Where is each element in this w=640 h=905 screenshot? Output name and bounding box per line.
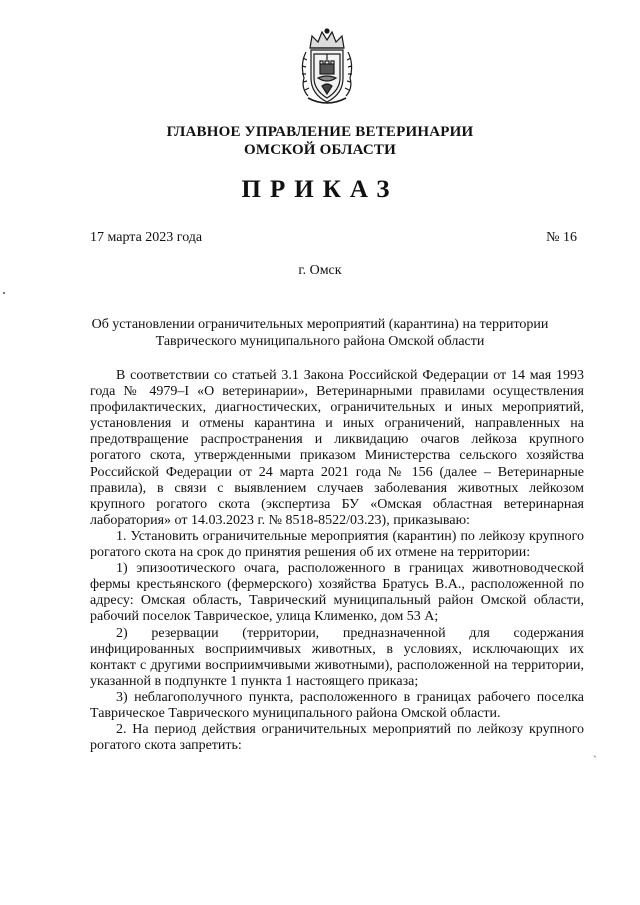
document-title: ПРИКАЗ [241, 176, 399, 203]
document-subject [60, 316, 580, 350]
subject-line1: Об установлении ограничительных мероприятий (карантина) на территории [91, 317, 549, 332]
clause-1-item-3: 3) неблагополучного пункта, расположенного в границах рабочего поселка Таврическое Таврического муниципального района Омской области. [90, 689, 584, 721]
document-city: г. Омск [298, 263, 342, 278]
subject-line2: Таврического муниципального района Омской области [155, 334, 485, 349]
organization-name-line2: ОМСКОЙ ОБЛАСТИ [243, 142, 397, 158]
omsk-oblast-coat-of-arms-icon [298, 28, 356, 106]
organization-name-line1: ГЛАВНОЕ УПРАВЛЕНИЕ ВЕТЕРИНАРИИ [166, 124, 474, 140]
document-body [90, 368, 584, 754]
preamble-paragraph: В соответствии со статьей 3.1 Закона Российской Федерации от 14 мая 1993 года № 4979–I «О ветеринарии», Ветеринарными правилами осуществления профилактических, диагностических, ограничительных и иных мероприятий, установления и отмены карантина и иных ограничений, направленных на предотвращение распространения и ликвидацию очагов лейкоза крупного рогатого скота, утвержденными приказом Министерства сельского хозяйства Российской Федерации от 24 марта 2021 года № 156 (далее – Ветеринарные правила), в связи с выявлением случаев заболевания животных лейкозом крупного рогатого скота (экспертиза БУ «Омская областная ветеринарная лаборатория» от 14.03.2023 г. № 8518-8522/03.23), приказываю: [90, 368, 584, 528]
document-date: 17 марта 2023 года [90, 230, 203, 245]
clause-1-item-2: 2) резервации (территории, предназначенной для содержания инфицированных восприимчивых животных, в условиях, исключающих их контакт с другими восприимчивыми животными), расположенной на территории, указанной в подпункте 1 пункта 1 настоящего приказа; [90, 625, 584, 689]
scan-tick-mark: ˏ [593, 744, 597, 758]
scan-edge-dot [3, 292, 5, 294]
document-number: № 16 [546, 230, 577, 245]
clause-1-paragraph: 1. Установить ограничительные мероприятия (карантин) по лейкозу крупного рогатого скота на срок до принятия решения об их отмене на территории: [90, 528, 584, 561]
clause-2-paragraph: 2. На период действия ограничительных мероприятий по лейкозу крупного рогатого скота запретить: [90, 722, 584, 754]
clause-1-item-1: 1) эпизоотического очага, расположенного в границах животноводческой фермы крестьянского (фермерского) хозяйства Братусь В.А., расположенной по адресу: Омская область, Таврический муниципальный район Омской области, рабочий поселок Таврическое, улица Клименко, дом 53 А; [90, 561, 584, 625]
